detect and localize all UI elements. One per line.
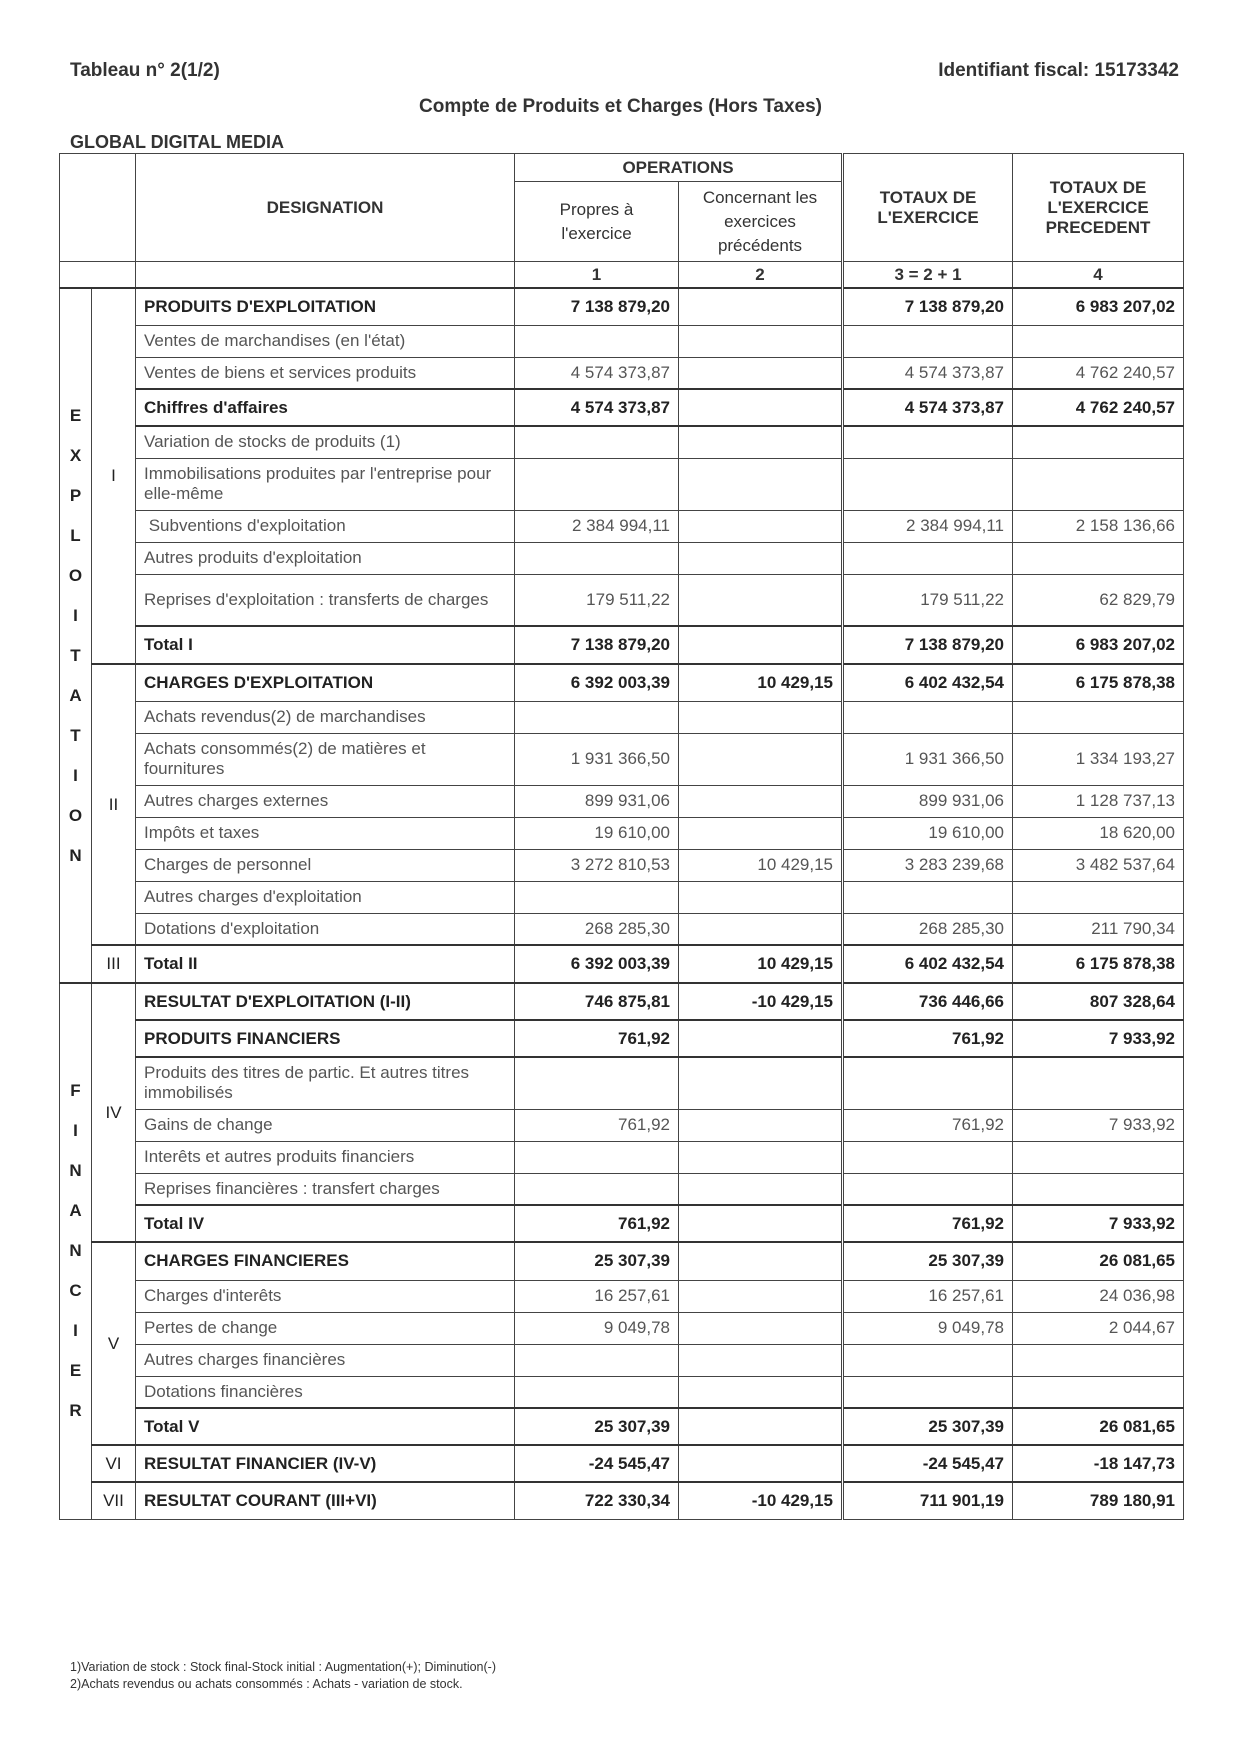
row-label: RESULTAT D'EXPLOITATION (I-II) [136, 983, 515, 1020]
cell-c3 [843, 325, 1013, 357]
propres-header: Propres à l'exercice [515, 182, 679, 262]
row-label: Dotations d'exploitation [136, 913, 515, 945]
cell-c4 [1013, 458, 1184, 510]
cell-c1: 4 574 373,87 [515, 357, 679, 389]
cell-c2: -10 429,15 [679, 1482, 843, 1519]
section-financier: F I N A N C I E R [60, 983, 92, 1519]
cell-c1 [515, 1173, 679, 1205]
cell-c1: 179 511,22 [515, 574, 679, 626]
cell-c2 [679, 1242, 843, 1280]
cell-c4: 24 036,98 [1013, 1280, 1184, 1312]
cell-c2: 10 429,15 [679, 664, 843, 701]
cell-c2 [679, 1312, 843, 1344]
roman-VII: VII [92, 1482, 136, 1519]
cell-c2 [679, 389, 843, 426]
cell-c1 [515, 881, 679, 913]
cell-c3: -24 545,47 [843, 1445, 1013, 1482]
cell-c3 [843, 458, 1013, 510]
row-label: Subventions d'exploitation [136, 510, 515, 542]
cell-c1: 16 257,61 [515, 1280, 679, 1312]
row-label: Total V [136, 1408, 515, 1445]
footnote-2: 2)Achats revendus ou achats consommés : Achats - variation de stock. [70, 1677, 463, 1691]
cell-c1 [515, 1057, 679, 1109]
cell-c3 [843, 1344, 1013, 1376]
cell-c4 [1013, 1344, 1184, 1376]
row-label: Achats revendus(2) de marchandises [136, 701, 515, 733]
cell-c1 [515, 1376, 679, 1408]
cell-c3: 1 931 366,50 [843, 733, 1013, 785]
cell-c3: 761,92 [843, 1020, 1013, 1057]
cell-c1 [515, 426, 679, 458]
cell-c2: 10 429,15 [679, 849, 843, 881]
cell-c1: 899 931,06 [515, 785, 679, 817]
row-label: Autres produits d'exploitation [136, 542, 515, 574]
cell-c2 [679, 357, 843, 389]
tableau-number: Tableau n° 2(1/2) [70, 60, 220, 81]
cell-c1: -24 545,47 [515, 1445, 679, 1482]
cell-c4 [1013, 542, 1184, 574]
operations-header: OPERATIONS [515, 154, 843, 182]
designation-header: DESIGNATION [136, 154, 515, 262]
document-title: Compte de Produits et Charges (Hors Taxes) [419, 96, 822, 117]
row-label: Reprises d'exploitation : transferts de charges [136, 574, 515, 626]
cell-c3: 3 283 239,68 [843, 849, 1013, 881]
cell-c3: 179 511,22 [843, 574, 1013, 626]
row-label: Ventes de marchandises (en l'état) [136, 325, 515, 357]
roman-III: III [92, 945, 136, 983]
cell-c1 [515, 701, 679, 733]
cell-c4: 2 044,67 [1013, 1312, 1184, 1344]
section-exploitation: E X P L O I T A T I O N [60, 288, 92, 983]
cell-c3: 16 257,61 [843, 1280, 1013, 1312]
cell-c2 [679, 626, 843, 664]
footnote-1: 1)Variation de stock : Stock final-Stock initial : Augmentation(+); Diminution(-) [70, 1660, 496, 1674]
cell-c1: 9 049,78 [515, 1312, 679, 1344]
cell-c1: 6 392 003,39 [515, 945, 679, 983]
fiscal-identifier: Identifiant fiscal: 15173342 [938, 60, 1179, 81]
cell-c1 [515, 325, 679, 357]
cell-c4: 7 933,92 [1013, 1020, 1184, 1057]
cell-c2 [679, 1376, 843, 1408]
totaux-prec-header: TOTAUX DE L'EXERCICE PRECEDENT [1013, 154, 1184, 262]
cell-c4: 6 983 207,02 [1013, 288, 1184, 325]
cell-c2 [679, 913, 843, 945]
cell-c2 [679, 1344, 843, 1376]
cell-c4 [1013, 1141, 1184, 1173]
cell-c2 [679, 325, 843, 357]
row-label: Autres charges financières [136, 1344, 515, 1376]
cell-c1: 761,92 [515, 1020, 679, 1057]
row-label: Impôts et taxes [136, 817, 515, 849]
cell-c1 [515, 542, 679, 574]
cell-c2 [679, 1109, 843, 1141]
cell-c2 [679, 1205, 843, 1242]
cell-c4: 211 790,34 [1013, 913, 1184, 945]
cell-c4: 26 081,65 [1013, 1242, 1184, 1280]
cell-c1: 761,92 [515, 1205, 679, 1242]
row-label: Chiffres d'affaires [136, 389, 515, 426]
cell-c1: 4 574 373,87 [515, 389, 679, 426]
cell-c1: 3 272 810,53 [515, 849, 679, 881]
cell-c2: 10 429,15 [679, 945, 843, 983]
cell-c3: 268 285,30 [843, 913, 1013, 945]
income-statement-table [59, 153, 1184, 1520]
cell-c3: 899 931,06 [843, 785, 1013, 817]
cell-c2 [679, 288, 843, 325]
cell-c4: 1 128 737,13 [1013, 785, 1184, 817]
cell-c4: 807 328,64 [1013, 983, 1184, 1020]
cell-c4: 1 334 193,27 [1013, 733, 1184, 785]
cell-c4: 4 762 240,57 [1013, 389, 1184, 426]
col-number-2: 2 [679, 262, 843, 289]
cell-c2 [679, 1173, 843, 1205]
cell-c2 [679, 701, 843, 733]
cell-c2 [679, 881, 843, 913]
cell-c2 [679, 1057, 843, 1109]
roman-IV: IV [92, 983, 136, 1242]
cell-c2 [679, 785, 843, 817]
row-label: RESULTAT COURANT (III+VI) [136, 1482, 515, 1519]
row-label: Total II [136, 945, 515, 983]
cell-c1 [515, 458, 679, 510]
row-label: Immobilisations produites par l'entreprise pour elle-même [136, 458, 515, 510]
cell-c1: 761,92 [515, 1109, 679, 1141]
row-label: RESULTAT FINANCIER (IV-V) [136, 1445, 515, 1482]
cell-c3: 7 138 879,20 [843, 626, 1013, 664]
cell-c3: 4 574 373,87 [843, 389, 1013, 426]
cell-c1: 746 875,81 [515, 983, 679, 1020]
cell-c1 [515, 1141, 679, 1173]
cell-c2: -10 429,15 [679, 983, 843, 1020]
row-label: Charges d'interêts [136, 1280, 515, 1312]
cell-c3: 4 574 373,87 [843, 357, 1013, 389]
cell-c4 [1013, 1173, 1184, 1205]
row-label: PRODUITS D'EXPLOITATION [136, 288, 515, 325]
cell-c3: 761,92 [843, 1109, 1013, 1141]
roman-II: II [92, 664, 136, 945]
cell-c4: 7 933,92 [1013, 1205, 1184, 1242]
cell-c3: 25 307,39 [843, 1408, 1013, 1445]
cell-c1: 7 138 879,20 [515, 288, 679, 325]
roman-VI: VI [92, 1445, 136, 1482]
row-label: Autres charges d'exploitation [136, 881, 515, 913]
cell-c4: 4 762 240,57 [1013, 357, 1184, 389]
col-number-4: 4 [1013, 262, 1184, 289]
header-blank [60, 154, 136, 262]
cell-c3: 761,92 [843, 1205, 1013, 1242]
row-label: CHARGES FINANCIERES [136, 1242, 515, 1280]
cell-c2 [679, 1141, 843, 1173]
cell-c2 [679, 1020, 843, 1057]
cell-c1 [515, 1344, 679, 1376]
cell-c4: 2 158 136,66 [1013, 510, 1184, 542]
cell-c2 [679, 733, 843, 785]
row-label: Reprises financières : transfert charges [136, 1173, 515, 1205]
cell-c2 [679, 1408, 843, 1445]
cell-c4: 6 983 207,02 [1013, 626, 1184, 664]
cell-c3 [843, 1376, 1013, 1408]
roman-V: V [92, 1242, 136, 1445]
cell-c3: 9 049,78 [843, 1312, 1013, 1344]
cell-c1: 25 307,39 [515, 1242, 679, 1280]
company-name: GLOBAL DIGITAL MEDIA [70, 132, 284, 152]
cell-c4: 62 829,79 [1013, 574, 1184, 626]
cell-c3: 7 138 879,20 [843, 288, 1013, 325]
cell-c4 [1013, 325, 1184, 357]
cell-c3: 711 901,19 [843, 1482, 1013, 1519]
roman-I: I [92, 288, 136, 664]
cell-c3 [843, 1173, 1013, 1205]
cell-c2 [679, 510, 843, 542]
cell-c2 [679, 542, 843, 574]
cell-c1: 268 285,30 [515, 913, 679, 945]
cell-c2 [679, 1445, 843, 1482]
cell-c1: 1 931 366,50 [515, 733, 679, 785]
cell-c3 [843, 1057, 1013, 1109]
cell-c3 [843, 426, 1013, 458]
cell-c3: 6 402 432,54 [843, 664, 1013, 701]
cell-c4 [1013, 701, 1184, 733]
row-label: Total IV [136, 1205, 515, 1242]
cell-c3: 25 307,39 [843, 1242, 1013, 1280]
row-label: Ventes de biens et services produits [136, 357, 515, 389]
totaux-header: TOTAUX DE L'EXERCICE [843, 154, 1013, 262]
row-label: Autres charges externes [136, 785, 515, 817]
row-label: Variation de stocks de produits (1) [136, 426, 515, 458]
row-label: Dotations financières [136, 1376, 515, 1408]
cell-c3 [843, 701, 1013, 733]
cell-c4: -18 147,73 [1013, 1445, 1184, 1482]
cell-c1: 19 610,00 [515, 817, 679, 849]
cell-c4: 6 175 878,38 [1013, 945, 1184, 983]
cell-c3 [843, 881, 1013, 913]
cell-c2 [679, 1280, 843, 1312]
row-label: Achats consommés(2) de matières et fournitures [136, 733, 515, 785]
row-label: Interêts et autres produits financiers [136, 1141, 515, 1173]
cell-c2 [679, 574, 843, 626]
cell-c3: 736 446,66 [843, 983, 1013, 1020]
cell-c2 [679, 817, 843, 849]
cell-c3: 2 384 994,11 [843, 510, 1013, 542]
cell-c4 [1013, 881, 1184, 913]
row-label: Produits des titres de partic. Et autres titres immobilisés [136, 1057, 515, 1109]
cell-c3: 19 610,00 [843, 817, 1013, 849]
cell-c4: 3 482 537,64 [1013, 849, 1184, 881]
cell-c4 [1013, 1057, 1184, 1109]
cell-c4: 7 933,92 [1013, 1109, 1184, 1141]
col-number-1: 1 [515, 262, 679, 289]
cell-c4 [1013, 426, 1184, 458]
cell-c2 [679, 426, 843, 458]
col-number-3: 3 = 2 + 1 [843, 262, 1013, 289]
cell-c3 [843, 1141, 1013, 1173]
row-label: Total I [136, 626, 515, 664]
row-label: Pertes de change [136, 1312, 515, 1344]
cell-c1: 722 330,34 [515, 1482, 679, 1519]
cell-c1: 7 138 879,20 [515, 626, 679, 664]
row-label: Charges de personnel [136, 849, 515, 881]
row-label: CHARGES D'EXPLOITATION [136, 664, 515, 701]
cell-c4 [1013, 1376, 1184, 1408]
cell-c1: 25 307,39 [515, 1408, 679, 1445]
cell-c1: 2 384 994,11 [515, 510, 679, 542]
cell-c1: 6 392 003,39 [515, 664, 679, 701]
row-label: PRODUITS FINANCIERS [136, 1020, 515, 1057]
cell-c4: 26 081,65 [1013, 1408, 1184, 1445]
cell-c4: 789 180,91 [1013, 1482, 1184, 1519]
cell-c3 [843, 542, 1013, 574]
row-label: Gains de change [136, 1109, 515, 1141]
cell-c2 [679, 458, 843, 510]
cell-c4: 6 175 878,38 [1013, 664, 1184, 701]
cell-c3: 6 402 432,54 [843, 945, 1013, 983]
cell-c4: 18 620,00 [1013, 817, 1184, 849]
concernant-header: Concernant les exercices précédents [679, 182, 843, 262]
